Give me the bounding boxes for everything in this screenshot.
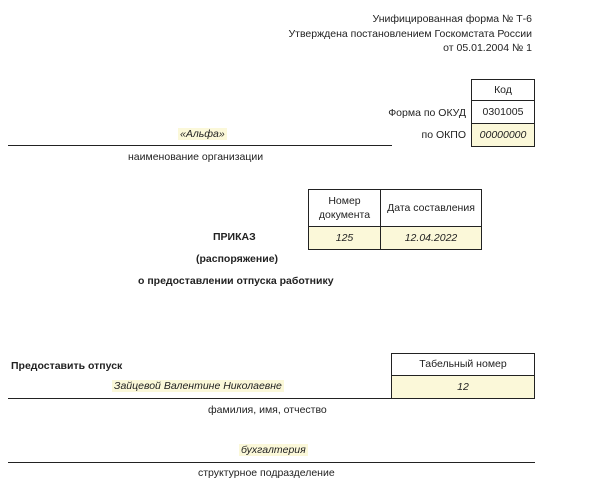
organization-caption: наименование организации bbox=[128, 151, 264, 163]
tab-number-header: Табельный номер bbox=[419, 358, 507, 371]
department-name: бухгалтерия bbox=[241, 444, 306, 456]
tab-number-cell bbox=[391, 375, 535, 399]
tab-number: 12 bbox=[457, 380, 469, 393]
form-name: Унифицированная форма № Т-6 bbox=[372, 13, 532, 25]
doc-number-cell bbox=[308, 226, 381, 250]
okud-value: 0301005 bbox=[482, 105, 524, 118]
doc-date-header: Дата составления bbox=[387, 201, 475, 214]
order-title: ПРИКАЗ bbox=[213, 231, 256, 243]
employee-name: Зайцевой Валентине Николаевне bbox=[114, 380, 282, 392]
doc-number-header-cell bbox=[308, 189, 381, 227]
doc-date-cell bbox=[380, 226, 482, 250]
tab-number-header-cell bbox=[391, 353, 535, 376]
department-line bbox=[8, 462, 535, 463]
okpo-value: 00000000 bbox=[479, 128, 527, 141]
order-subject: о предоставлении отпуска работнику bbox=[138, 275, 334, 287]
organization-name: «Альфа» bbox=[180, 128, 225, 140]
doc-number: 125 bbox=[335, 231, 354, 244]
okud-label: Форма по ОКУД bbox=[388, 107, 466, 119]
okpo-cell bbox=[471, 123, 535, 147]
organization-line bbox=[8, 145, 392, 146]
order-subtitle: (распоряжение) bbox=[196, 253, 279, 265]
doc-number-header: Номер документа bbox=[318, 194, 371, 221]
grant-vacation-label: Предоставить отпуск bbox=[11, 360, 123, 372]
employee-name-caption: фамилия, имя, отчество bbox=[208, 404, 327, 416]
approval-date: от 05.01.2004 № 1 bbox=[443, 42, 532, 54]
approval-text: Утверждена постановлением Госкомстата России bbox=[288, 28, 532, 40]
code-header: Код bbox=[494, 83, 512, 96]
department-caption: структурное подразделение bbox=[198, 467, 335, 479]
doc-date: 12.04.2022 bbox=[404, 231, 458, 244]
code-header-cell bbox=[471, 79, 535, 101]
doc-date-header-cell bbox=[380, 189, 482, 227]
employee-name-line bbox=[8, 398, 392, 399]
okpo-label: по ОКПО bbox=[421, 129, 466, 141]
okud-cell bbox=[471, 100, 535, 124]
